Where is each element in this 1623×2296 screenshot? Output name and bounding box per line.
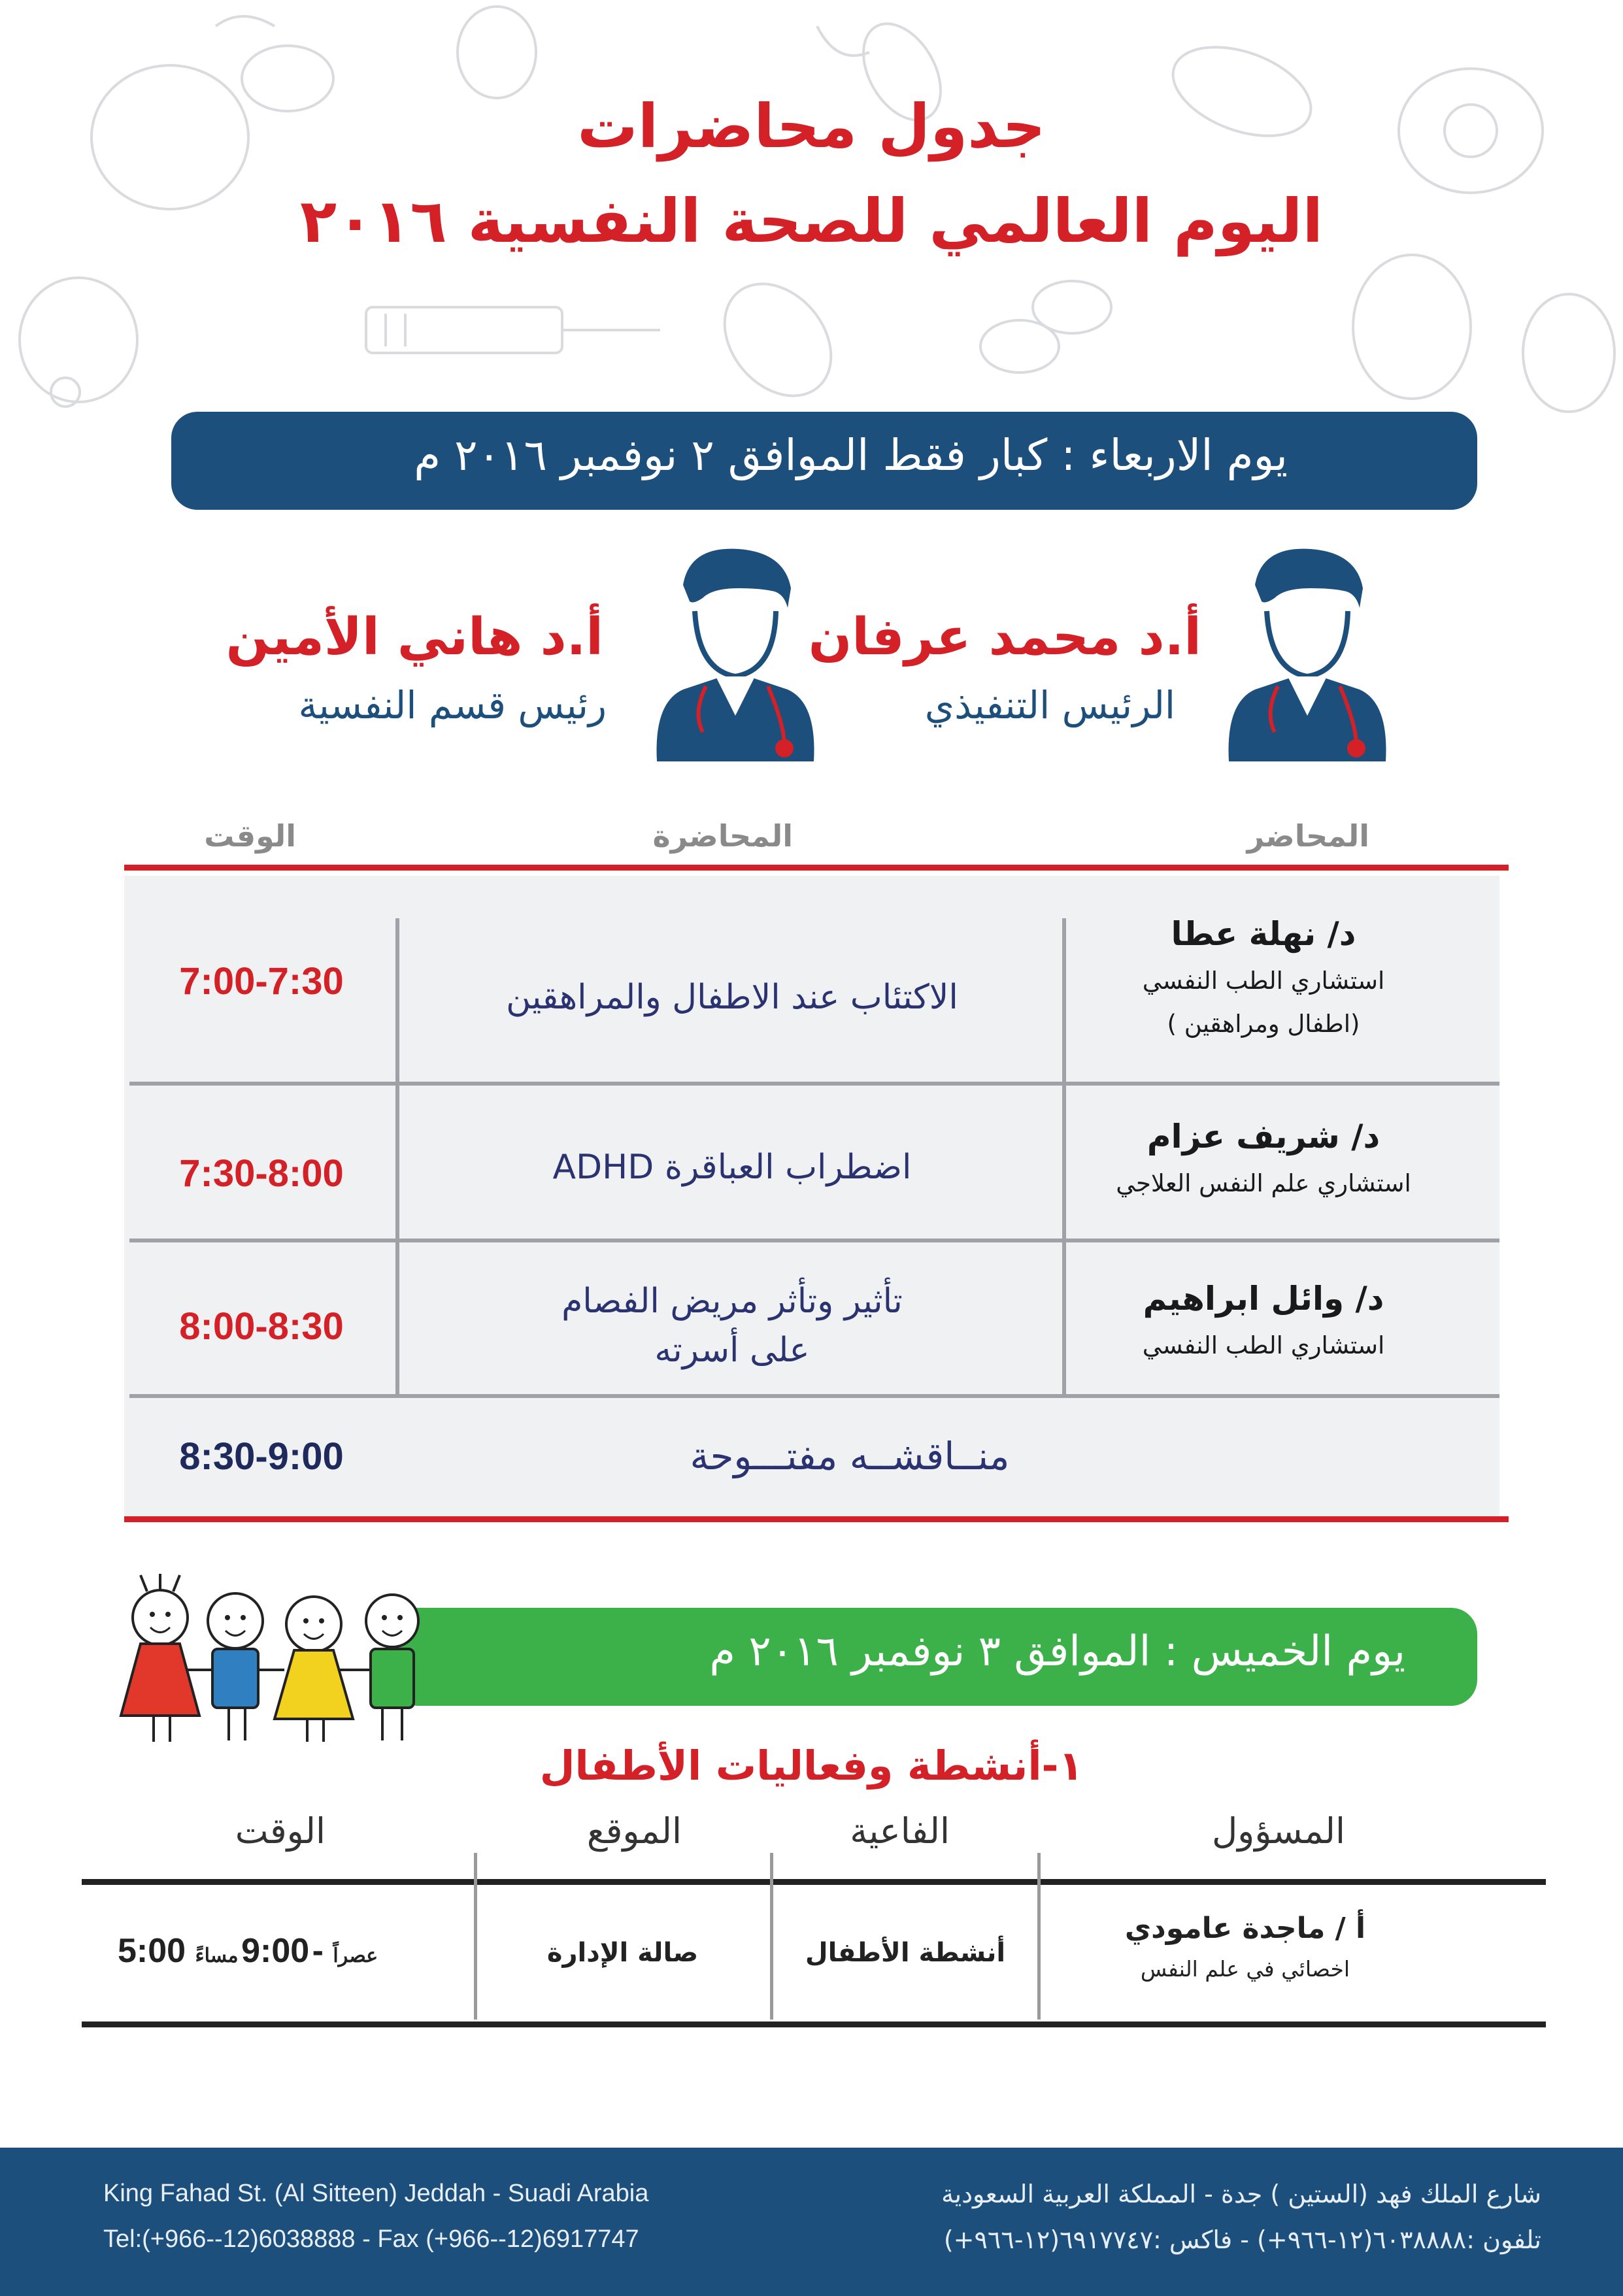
header-time: الوقت: [204, 818, 296, 854]
speaker-title: استشاري علم النفس العلاجي: [1116, 1169, 1411, 1197]
event-location: صالة الإدارة: [546, 1938, 699, 1968]
row-divider: [129, 1239, 1499, 1242]
event-name: أنشطة الأطفال: [805, 1938, 1006, 1968]
discussion-label: منــاقشــه مفتـــوحة: [690, 1434, 1010, 1478]
doctor-1-name: أ.د محمد عرفان: [808, 608, 1201, 667]
row-divider: [129, 1394, 1499, 1398]
responsible-title: اخصائي في علم النفس: [1140, 1956, 1350, 1982]
header-lecture: المحاضرة: [652, 818, 793, 854]
speaker-title: استشاري الطب النفسي: [1142, 967, 1385, 995]
doctor-2-name: أ.د هاني الأمين: [226, 608, 603, 667]
speaker-name: د/ وائل ابراهيم: [1143, 1280, 1384, 1318]
time-afternoon-value: 5:00: [118, 1932, 186, 1970]
column-divider: [474, 1853, 477, 2020]
footer-phone-ar: تلفون :٦٠٣٨٨٨٨(١٢-٩٦٦+) - فاكس :٦٩١٧٧٤٧(١٢-٩٦٦+): [943, 2225, 1541, 2254]
table-top-rule: [124, 865, 1509, 871]
footer-phone-en: Tel:(+966--12)6038888 - Fax (+966--12)6917747: [103, 2225, 639, 2253]
footer: [0, 2148, 1623, 2296]
speaker-name: د/ نهلة عطا: [1171, 915, 1356, 953]
lecture-time: 7:30-8:00: [179, 1152, 344, 1195]
lecture-time: 7:00-7:30: [179, 960, 344, 1003]
doctor-icon: [644, 546, 827, 761]
speaker-title: (اطفال ومراهقين ): [1167, 1010, 1360, 1038]
event-time: [118, 1931, 458, 1977]
time-afternoon-label: عصراً: [333, 1945, 378, 1967]
kids-table-top-rule: [82, 1879, 1546, 1885]
children-illustration: [114, 1572, 454, 1748]
column-divider: [770, 1853, 773, 2020]
column-divider: [1037, 1853, 1041, 2020]
speaker-title: استشاري الطب النفسي: [1142, 1331, 1385, 1359]
day1-banner: [171, 412, 1477, 510]
responsible-name: أ / ماجدة عامودي: [1124, 1912, 1366, 1945]
doctor-icon: [1216, 546, 1399, 761]
kids-section-title: ١-أنشطة وفعاليات الأطفال: [539, 1742, 1084, 1789]
header-speaker: المحاضر: [1247, 818, 1369, 854]
speaker-name: د/ شريف عزام: [1146, 1118, 1380, 1156]
time-evening-label: مساءً: [195, 1945, 239, 1967]
discussion-time: 8:30-9:00: [179, 1435, 344, 1478]
row-divider: [129, 1082, 1499, 1086]
lecture-title-line2: على أسرته: [654, 1331, 810, 1370]
time-dash: -: [312, 1932, 324, 1970]
page-title: جدول محاضرات: [577, 92, 1046, 161]
footer-address-en: King Fahad St. (Al Sitteen) Jeddah - Suadi Arabia: [103, 2180, 649, 2207]
day1-banner-text: يوم الاربعاء : كبار فقط الموافق ٢ نوفمبر ٢٠١٦ م: [414, 430, 1288, 480]
kids-table-bottom-rule: [82, 2021, 1546, 2027]
day2-banner: [392, 1608, 1477, 1706]
doctor-1-role: الرئيس التنفيذي: [924, 683, 1175, 727]
doctor-2-role: رئيس قسم النفسية: [298, 683, 607, 727]
column-divider: [395, 918, 399, 1394]
header-responsible: المسؤول: [1211, 1810, 1345, 1852]
lecture-title: تأثير وتأثر مريض الفصام: [561, 1282, 903, 1321]
footer-address-ar: شارع الملك فهد (الستين ) جدة - المملكة العربية السعودية: [941, 2180, 1541, 2208]
lecture-title: الاكتئاب عند الاطفال والمراهقين: [506, 978, 958, 1017]
table-bottom-rule: [124, 1516, 1509, 1522]
day2-banner-text: يوم الخميس : الموافق ٣ نوفمبر ٢٠١٦ م: [709, 1627, 1405, 1676]
time-evening-value: 9:00: [241, 1932, 310, 1970]
header-event: الفاعية: [850, 1810, 950, 1852]
lecture-time: 8:00-8:30: [179, 1305, 344, 1348]
page-subtitle: اليوم العالمي للصحة النفسية ٢٠١٦: [300, 186, 1323, 256]
header-time: الوقت: [235, 1810, 326, 1852]
header-location: الموقع: [586, 1810, 682, 1852]
lecture-title: اضطراب العباقرة ADHD: [552, 1148, 912, 1187]
